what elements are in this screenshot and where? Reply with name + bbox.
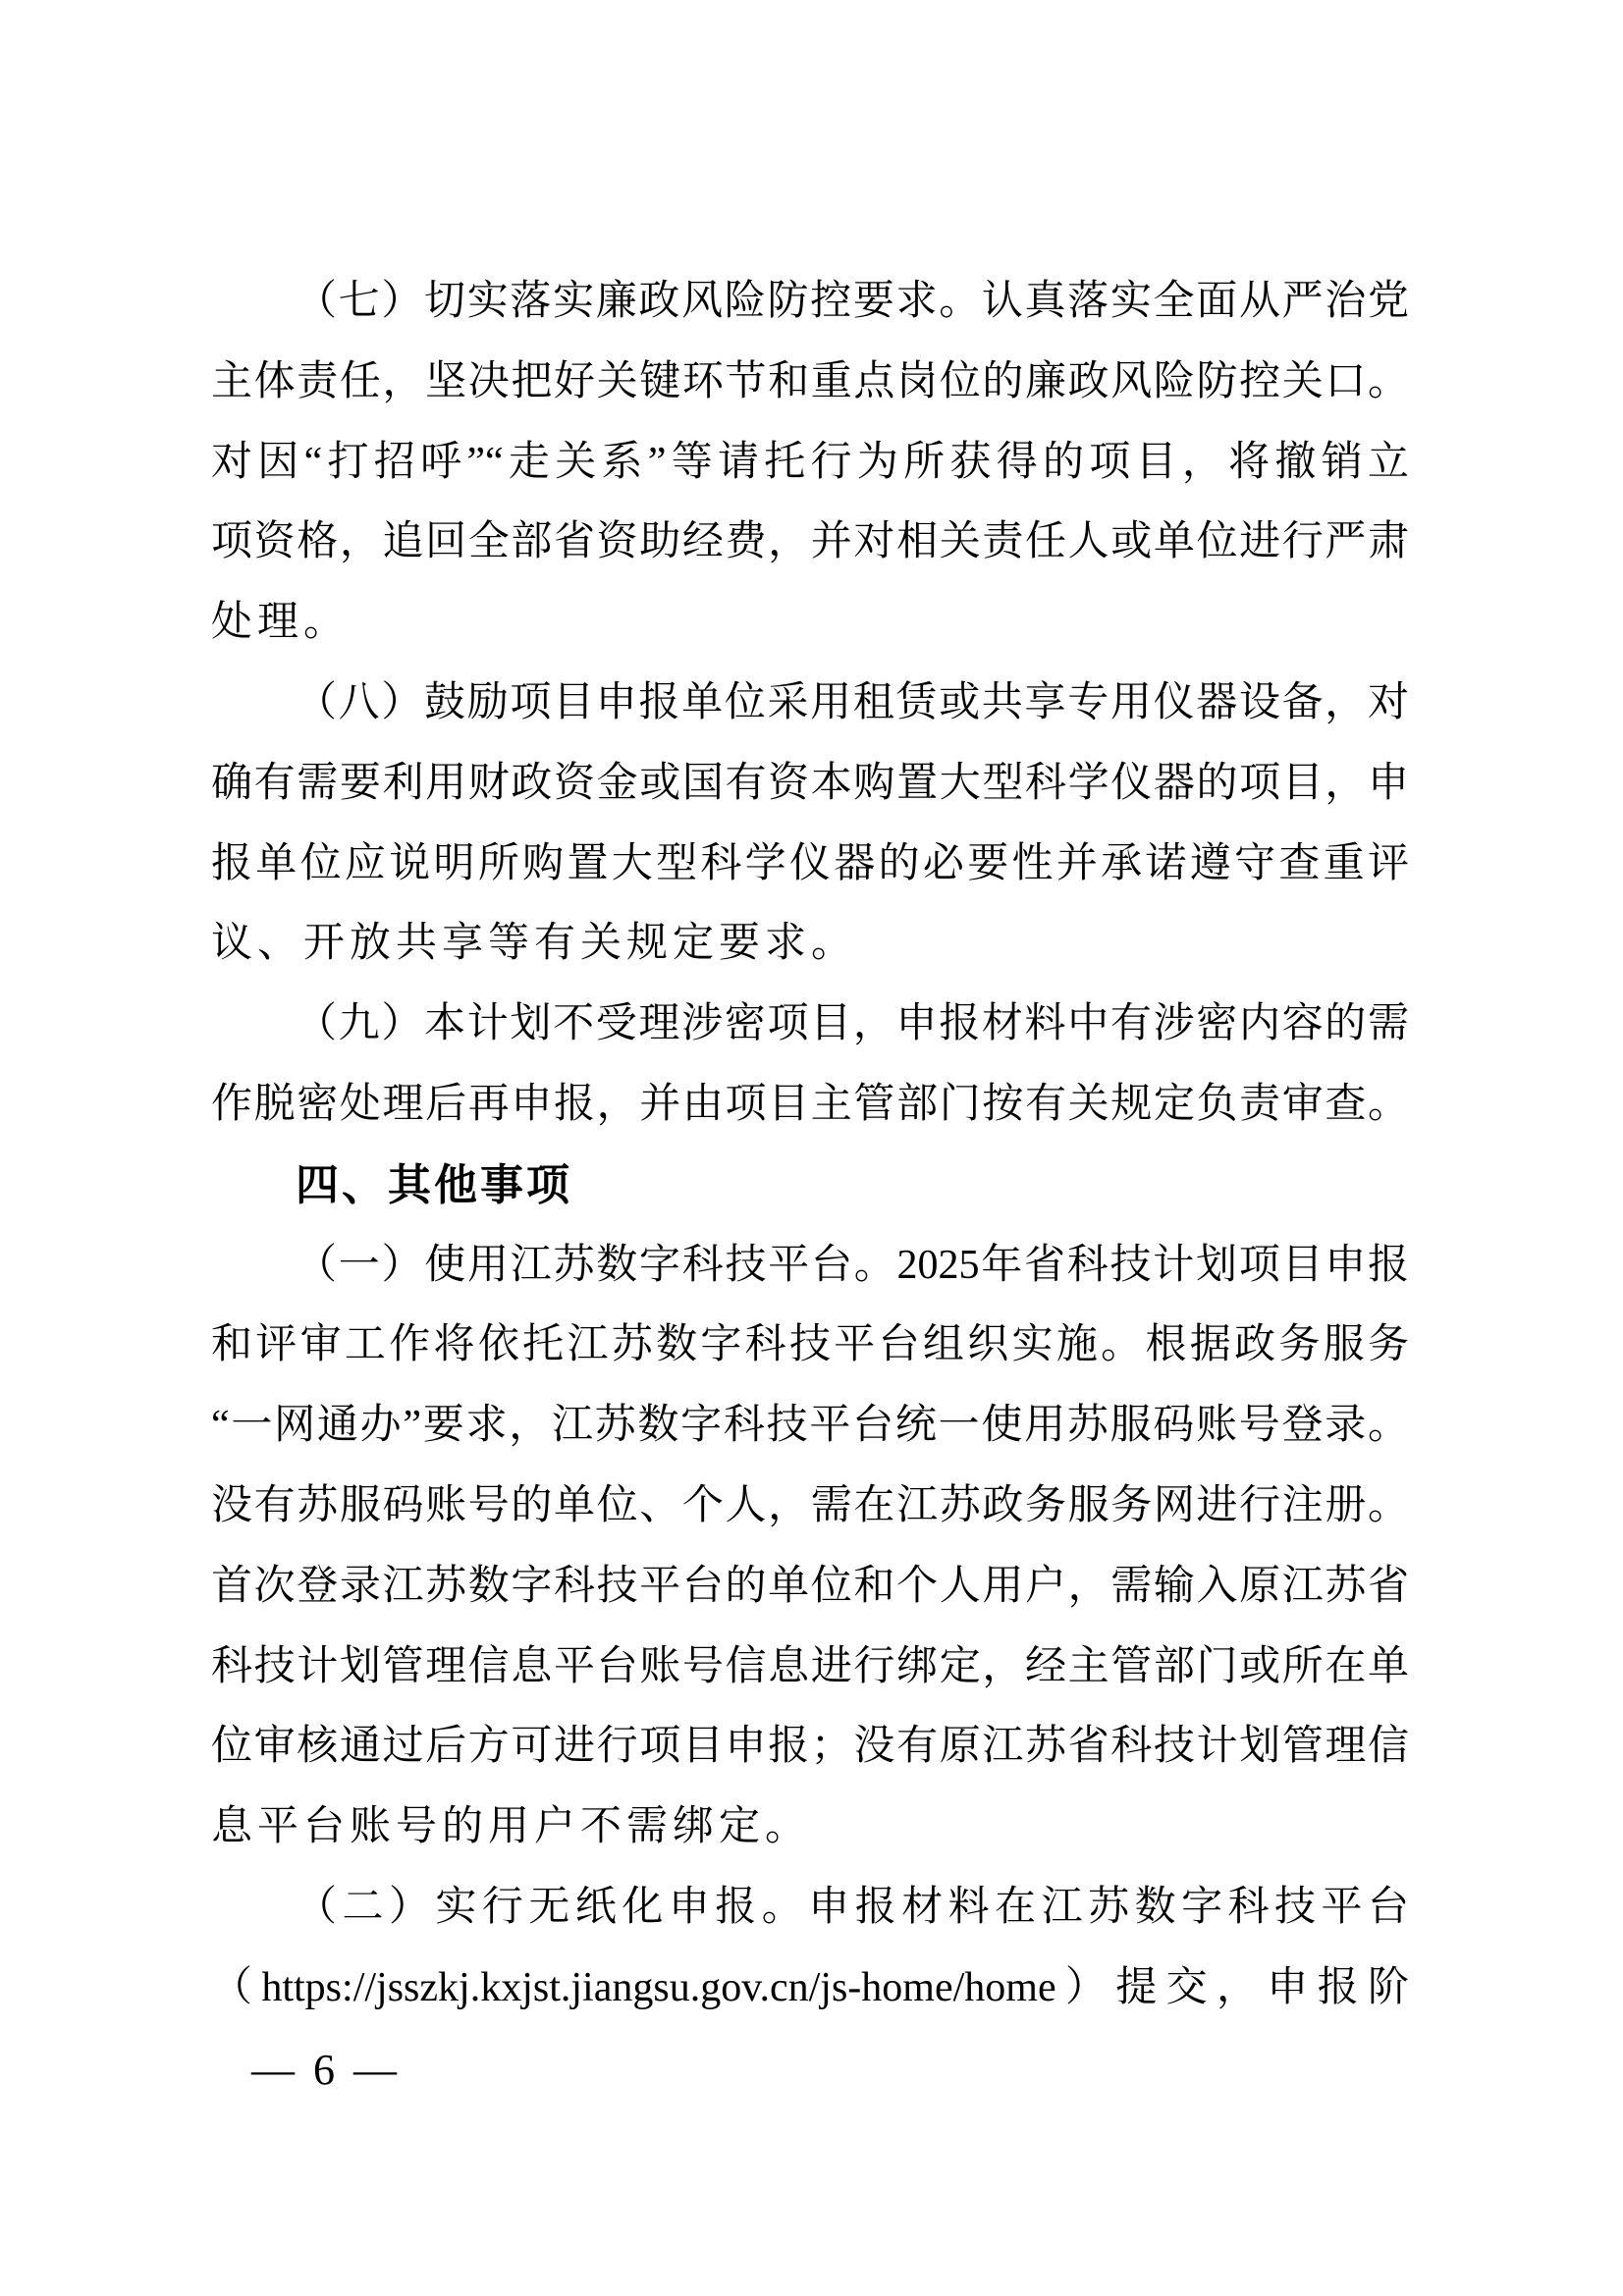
paragraph-line: “一网通办”要求，江苏数字科技平台统一使用苏服码账号登录。	[211, 1403, 1409, 1449]
paragraph-line: 没有苏服码账号的单位、个人，需在江苏政务服务网进行注册。	[211, 1482, 1409, 1528]
paragraph-line: 报单位应说明所购置大型科学仪器的必要性并承诺遵守查重评	[211, 840, 1409, 886]
paragraph-line: 和评审工作将依托江苏数字科技平台组织实施。根据政务服务	[211, 1322, 1409, 1368]
paragraph-line: （一）使用江苏数字科技平台。2025年省科技计划项目申报	[296, 1242, 1409, 1288]
paragraph-line: 处理。	[211, 600, 351, 646]
paragraph-line: 项资格，追回全部省资助经费，并对相关责任人或单位进行严肃	[211, 519, 1409, 565]
document-body	[211, 262, 1409, 2029]
paragraph-line: 确有需要利用财政资金或国有资本购置大型科学仪器的项目，申	[211, 760, 1409, 806]
paragraph-line: 位审核通过后方可进行项目申报；没有原江苏省科技计划管理信	[211, 1724, 1409, 1770]
paragraph-line: （二）实行无纸化申报。申报材料在江苏数字科技平台	[296, 1884, 1409, 1930]
paragraph-line: 议、开放共享等有关规定要求。	[211, 921, 858, 967]
paragraph-line-platform-url: （https://jsszkj.kxjst.jiangsu.gov.cn/js-home/home）提交，申报阶	[211, 1964, 1409, 2010]
page-number: — 6 —	[251, 2046, 401, 2094]
paragraph-line: 作脱密处理后再申报，并由项目主管部门按有关规定负责审查。	[211, 1081, 1409, 1127]
paragraph-line: 息平台账号的用户不需绑定。	[211, 1804, 812, 1850]
paragraph-line: （八）鼓励项目申报单位采用租赁或共享专用仪器设备，对	[296, 679, 1409, 725]
section-heading: 四、其他事项	[296, 1160, 572, 1209]
paragraph-line: 科技计划管理信息平台账号信息进行绑定，经主管部门或所在单	[211, 1643, 1409, 1689]
paragraph-line: （七）切实落实廉政风险防控要求。认真落实全面从严治党	[296, 279, 1409, 324]
paragraph-line: 主体责任，坚决把好关键环节和重点岗位的廉政风险防控关口。	[211, 358, 1409, 404]
paragraph-line: （九）本计划不受理涉密项目，申报材料中有涉密内容的需	[296, 1001, 1409, 1047]
paragraph-line: 对因“打招呼”“走关系”等请托行为所获得的项目，将撤销立	[211, 439, 1409, 485]
paragraph-line: 首次登录江苏数字科技平台的单位和个人用户，需输入原江苏省	[211, 1563, 1409, 1609]
